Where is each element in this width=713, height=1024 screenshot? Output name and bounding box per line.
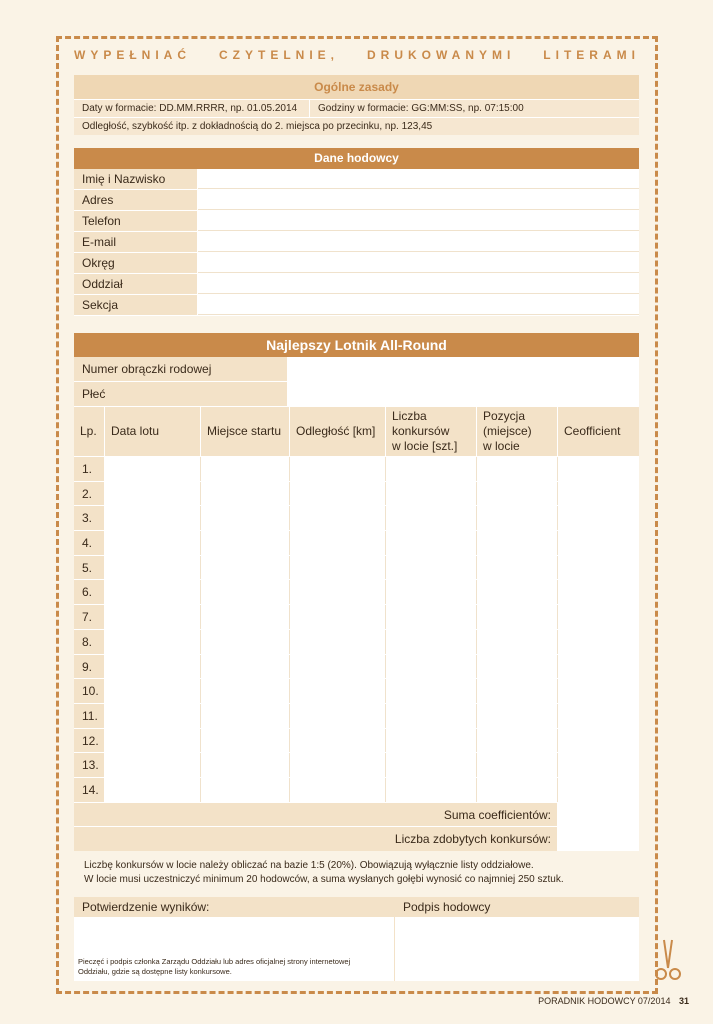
- distance-cell[interactable]: [290, 753, 386, 777]
- position-cell[interactable]: [477, 655, 558, 679]
- field-label-address: Adres: [74, 190, 198, 210]
- coefficient-cell[interactable]: [558, 531, 639, 555]
- coefficient-cell[interactable]: [558, 778, 639, 802]
- results-confirmation: [74, 897, 395, 981]
- ring-number-row: [74, 357, 639, 382]
- position-cell[interactable]: [477, 704, 558, 728]
- contests-count-cell[interactable]: [386, 580, 477, 604]
- table-row: [74, 604, 639, 629]
- breeder-field-row: [74, 253, 639, 274]
- address-field[interactable]: [198, 190, 639, 210]
- start-place-cell[interactable]: [201, 679, 290, 703]
- distance-cell[interactable]: [290, 556, 386, 580]
- breeder-field-row: [74, 211, 639, 232]
- breeder-signature-field[interactable]: [395, 917, 639, 981]
- breeder-data-title: Dane hodowcy: [74, 148, 639, 169]
- contests-count-cell[interactable]: [386, 605, 477, 629]
- count-header-line: w locie [szt.]: [392, 439, 458, 453]
- row-number: 11.: [74, 704, 105, 728]
- all-round-section: [74, 333, 639, 851]
- position-cell[interactable]: [477, 457, 558, 481]
- note-line: Liczbę konkursów w locie należy obliczać na bazie 1:5 (20%). Obowiązują wyłącznie listy oddziałowe.: [84, 860, 534, 871]
- column-header-distance: Odległość [km]: [290, 407, 386, 456]
- ring-number-field[interactable]: [288, 357, 639, 381]
- start-place-cell[interactable]: [201, 580, 290, 604]
- count-header-line: Liczba: [392, 409, 427, 423]
- table-row: [74, 703, 639, 728]
- distance-cell[interactable]: [290, 482, 386, 506]
- contests-count-field[interactable]: [558, 827, 639, 851]
- coefficient-cell[interactable]: [558, 679, 639, 703]
- table-row: [74, 579, 639, 604]
- start-place-cell[interactable]: [201, 753, 290, 777]
- confirmation-section: [74, 897, 639, 981]
- start-place-cell[interactable]: [201, 630, 290, 654]
- district-field[interactable]: [198, 253, 639, 273]
- row-number: 6.: [74, 580, 105, 604]
- sex-field[interactable]: [288, 382, 639, 406]
- row-number: 14.: [74, 778, 105, 802]
- position-cell[interactable]: [477, 531, 558, 555]
- contests-count-row: [74, 826, 639, 851]
- field-label-branch: Oddział: [74, 274, 198, 294]
- coefficient-cell[interactable]: [558, 556, 639, 580]
- start-place-cell[interactable]: [201, 531, 290, 555]
- headline-word: LITERAMI: [543, 48, 640, 62]
- note-line: W locie musi uczestniczyć minimum 20 hodowców, a suma wysłanych gołębi wynosić co najmniej 250 sztuk.: [84, 874, 564, 885]
- row-number: 1.: [74, 457, 105, 481]
- breeder-field-row: [74, 232, 639, 253]
- position-cell[interactable]: [477, 778, 558, 802]
- coefficient-cell[interactable]: [558, 457, 639, 481]
- contests-count-cell[interactable]: [386, 704, 477, 728]
- distance-cell[interactable]: [290, 679, 386, 703]
- date-format-rule: Daty w formacie: DD.MM.RRRR, np. 01.05.2014: [82, 100, 310, 117]
- table-row: [74, 777, 639, 802]
- table-row: [74, 530, 639, 555]
- field-label-phone: Telefon: [74, 211, 198, 231]
- table-row: [74, 505, 639, 530]
- sex-label: Płeć: [74, 382, 288, 406]
- field-label-email: E-mail: [74, 232, 198, 252]
- sum-coefficients-field[interactable]: [558, 803, 639, 827]
- headline-word: DRUKOWANYMI: [366, 48, 516, 62]
- rules-row: [74, 99, 639, 117]
- start-place-cell[interactable]: [201, 482, 290, 506]
- position-cell[interactable]: [477, 506, 558, 530]
- row-number: 12.: [74, 729, 105, 753]
- field-label-section: Sekcja: [74, 295, 198, 315]
- flight-date-cell[interactable]: [105, 729, 201, 753]
- results-confirmation-field[interactable]: [74, 917, 394, 981]
- start-place-cell[interactable]: [201, 605, 290, 629]
- sex-row: [74, 382, 639, 407]
- position-cell[interactable]: [477, 580, 558, 604]
- distance-cell[interactable]: [290, 457, 386, 481]
- start-place-cell[interactable]: [201, 506, 290, 530]
- position-cell[interactable]: [477, 753, 558, 777]
- flight-date-cell[interactable]: [105, 655, 201, 679]
- row-number: 7.: [74, 605, 105, 629]
- table-row: [74, 728, 639, 753]
- coefficient-cell[interactable]: [558, 704, 639, 728]
- time-format-rule: Godziny w formacie: GG:MM:SS, np. 07:15:00: [318, 103, 524, 114]
- position-header-line: w locie: [483, 439, 520, 453]
- stamp-note: Pieczęć i podpis członka Zarządu Oddziału lub adres oficjalnej strony internetowej Oddziału, gdzie są dostępne listy konkursowe.: [78, 957, 351, 976]
- table-row: [74, 629, 639, 654]
- position-cell[interactable]: [477, 556, 558, 580]
- start-place-cell[interactable]: [201, 457, 290, 481]
- start-place-cell[interactable]: [201, 655, 290, 679]
- coefficient-cell[interactable]: [558, 482, 639, 506]
- headline-word: CZYTELNIE,: [218, 48, 339, 62]
- position-cell[interactable]: [477, 729, 558, 753]
- coefficient-cell[interactable]: [558, 580, 639, 604]
- flight-date-cell[interactable]: [105, 605, 201, 629]
- results-confirmation-label: Potwierdzenie wyników:: [74, 897, 394, 917]
- rules-row: [74, 117, 639, 135]
- column-header-coefficient: Ceofficient: [564, 424, 621, 438]
- distance-cell[interactable]: [290, 729, 386, 753]
- row-number: 8.: [74, 630, 105, 654]
- column-header-position: [477, 407, 558, 456]
- contests-count-cell[interactable]: [386, 531, 477, 555]
- contests-count-cell[interactable]: [386, 630, 477, 654]
- distance-cell[interactable]: [290, 605, 386, 629]
- field-label-name: Imię i Nazwisko: [74, 169, 198, 189]
- contests-count-cell[interactable]: [386, 506, 477, 530]
- rules-note: [84, 859, 644, 887]
- contests-count-label: Liczba zdobytych konkursów:: [74, 827, 558, 851]
- distance-cell[interactable]: [290, 778, 386, 802]
- flight-date-cell[interactable]: [105, 457, 201, 481]
- start-place-cell[interactable]: [201, 556, 290, 580]
- start-place-cell[interactable]: [201, 704, 290, 728]
- breeder-field-row: [74, 274, 639, 295]
- flight-date-cell[interactable]: [105, 580, 201, 604]
- field-label-district: Okręg: [74, 253, 198, 273]
- page-number: 31: [678, 996, 689, 1006]
- breeder-field-row: [74, 295, 639, 316]
- start-place-cell[interactable]: [201, 778, 290, 802]
- count-header-line: konkursów: [392, 424, 450, 438]
- column-header-date: Data lotu: [105, 407, 201, 456]
- breeder-field-row: [74, 169, 639, 190]
- flight-date-cell[interactable]: [105, 506, 201, 530]
- column-header-count: [386, 407, 477, 456]
- contests-count-cell[interactable]: [386, 679, 477, 703]
- scissors-icon: [652, 938, 684, 982]
- page-footer: [538, 996, 689, 1006]
- breeder-signature: [395, 897, 639, 981]
- flight-date-cell[interactable]: [105, 679, 201, 703]
- branch-field[interactable]: [198, 274, 639, 294]
- results-table-header: [74, 407, 639, 456]
- table-row: [74, 678, 639, 703]
- table-row: [74, 456, 639, 481]
- breeder-signature-label: Podpis hodowcy: [395, 897, 639, 917]
- position-header-line: (miejsce): [483, 424, 532, 438]
- row-number: 9.: [74, 655, 105, 679]
- flight-date-cell[interactable]: [105, 778, 201, 802]
- distance-cell[interactable]: [290, 580, 386, 604]
- row-number: 2.: [74, 482, 105, 506]
- contests-count-cell[interactable]: [386, 482, 477, 506]
- row-number: 13.: [74, 753, 105, 777]
- flight-date-cell[interactable]: [105, 704, 201, 728]
- name-field[interactable]: [198, 169, 639, 189]
- email-field[interactable]: [198, 232, 639, 252]
- breeder-data-section: [74, 148, 639, 316]
- row-number: 10.: [74, 679, 105, 703]
- headline: [74, 48, 640, 62]
- distance-cell[interactable]: [290, 531, 386, 555]
- position-cell[interactable]: [477, 605, 558, 629]
- all-round-title: Najlepszy Lotnik All-Round: [74, 333, 639, 357]
- position-cell[interactable]: [477, 482, 558, 506]
- flight-date-cell[interactable]: [105, 630, 201, 654]
- table-row: [74, 555, 639, 580]
- column-header-start: Miejsce startu: [201, 407, 290, 456]
- breeder-field-row: [74, 190, 639, 211]
- flight-date-cell[interactable]: [105, 482, 201, 506]
- contests-count-cell[interactable]: [386, 655, 477, 679]
- distance-cell[interactable]: [290, 506, 386, 530]
- position-cell[interactable]: [477, 630, 558, 654]
- sum-coefficients-row: [74, 802, 639, 827]
- contests-count-cell[interactable]: [386, 457, 477, 481]
- sum-coefficients-label: Suma coefficientów:: [74, 803, 558, 827]
- table-row: [74, 752, 639, 777]
- section-field[interactable]: [198, 295, 639, 315]
- contests-count-cell[interactable]: [386, 556, 477, 580]
- row-number: 4.: [74, 531, 105, 555]
- general-rules: [74, 75, 639, 135]
- phone-field[interactable]: [198, 211, 639, 231]
- position-cell[interactable]: [477, 679, 558, 703]
- flight-date-cell[interactable]: [105, 531, 201, 555]
- start-place-cell[interactable]: [201, 729, 290, 753]
- coefficient-cell[interactable]: [558, 655, 639, 679]
- flight-date-cell[interactable]: [105, 753, 201, 777]
- ring-number-label: Numer obrączki rodowej: [74, 357, 288, 381]
- position-header-line: Pozycja: [483, 409, 526, 423]
- coefficient-cell[interactable]: [558, 630, 639, 654]
- results-table-body: [74, 456, 639, 802]
- row-number: 3.: [74, 506, 105, 530]
- headline-word: WYPEŁNIAĆ: [74, 48, 191, 62]
- contests-count-cell[interactable]: [386, 729, 477, 753]
- contests-count-cell[interactable]: [386, 778, 477, 802]
- distance-cell[interactable]: [290, 630, 386, 654]
- table-row: [74, 481, 639, 506]
- publication-name: PORADNIK HODOWCY 07/2014: [538, 996, 671, 1006]
- coefficient-cell[interactable]: [558, 506, 639, 530]
- general-rules-title: Ogólne zasady: [74, 75, 639, 99]
- coefficient-cell[interactable]: [558, 605, 639, 629]
- coefficient-cell[interactable]: [558, 729, 639, 753]
- precision-rule: Odległość, szybkość itp. z dokładnością do 2. miejsca po przecinku, np. 123,45: [82, 121, 433, 132]
- flight-date-cell[interactable]: [105, 556, 201, 580]
- row-number: 5.: [74, 556, 105, 580]
- coefficient-cell[interactable]: [558, 753, 639, 777]
- distance-cell[interactable]: [290, 704, 386, 728]
- distance-cell[interactable]: [290, 655, 386, 679]
- contests-count-cell[interactable]: [386, 753, 477, 777]
- table-row: [74, 654, 639, 679]
- column-header-lp: Lp.: [74, 407, 105, 456]
